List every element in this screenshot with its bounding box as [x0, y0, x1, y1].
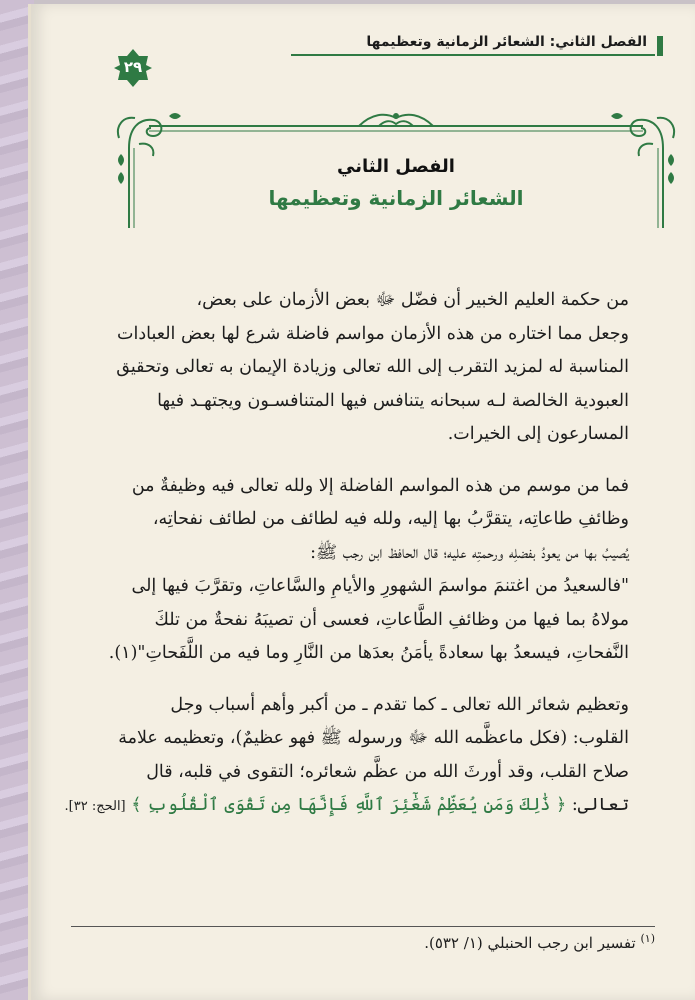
text-line: يُصيبُ بها من يعودُ بفضلِه ورحمتِه عليه؛ قال الحافظ ابن رجب ﷺ:: [310, 542, 629, 563]
footnote: [424, 932, 655, 952]
footnote-mark: (١): [640, 932, 655, 945]
text-line: العبودية الخالصة لـه سبحانه يتنافس فيها المتنافسـون ويجتهـد فيها: [157, 390, 629, 411]
header-marker: [657, 36, 663, 56]
quran-verse: ﴿ ذَٰلِكَ وَمَن يُعَظِّمْ شَعَٰٓئِرَ ٱللَّهِ فَإِنَّهَا مِن تَقْوَى ٱلْقُلُوبِ ﴾: [131, 795, 567, 815]
chapter-title: الشعائر الزمانية وتعظيمها: [268, 186, 524, 210]
verse-reference: [الحج: ٣٢].: [64, 799, 126, 814]
footnote-divider: [71, 926, 655, 927]
chapter-number: الفصل الثاني: [337, 156, 455, 177]
text-line: صلاح القلب، وقد أورثَ الله من عظَّم شعائره؛ التقوى في قلبه، قال: [146, 761, 629, 782]
body-text: [64, 284, 655, 842]
paragraph: [109, 470, 655, 671]
text-line: وجعل مما اختاره من هذه الأزمان مواسم فاضلة شرع لها بعض العبادات: [117, 323, 629, 344]
page-number-badge: [113, 48, 153, 88]
text-line: المناسبة له لمزيد التقرب إلى الله تعالى وزيادة الإيمان به تعالى وتحقيق: [116, 357, 629, 377]
page-number: ٢٩: [123, 58, 143, 76]
text-line: النَّفحاتِ، فيسعدُ بها سعادةً يأمَنُ بعدَها من النَّارِ وما فيه من اللَّفَحاتِ"(١).: [108, 643, 629, 663]
text-line: وظائفِ طاعاتِه، يتقرَّبُ بها إليه، ولله فيه لطائف من لطائف نفحاتِه،: [152, 509, 629, 529]
book-page: [28, 4, 695, 1000]
chapter-frame: [109, 108, 683, 230]
paragraph: [109, 284, 655, 452]
paragraph: [64, 689, 655, 824]
text-line: مولاهُ بما فيها من وظائفِ الطَّاعاتِ، فعسى أن تصيبَهُ نفحةٌ من تلكَ: [154, 609, 629, 630]
running-title: الفصل الثاني: الشعائر الزمانية وتعظيمها: [366, 34, 647, 50]
text-line: القلوب: (فكل ماعظَّمه الله ﷻ ورسوله ﷺ فهو عظيمٌ)، وتعظيمه علامة: [118, 728, 629, 748]
text-line: المسارعون إلى الخيرات.: [447, 424, 629, 444]
text-line: فما من موسم من هذه المواسم الفاضلة إلا ولله تعالى فيه وظيفةٌ من: [131, 475, 629, 496]
footnote-text: تفسير ابن رجب الحنبلي (١/ ٥٣٢).: [424, 934, 636, 952]
verse-intro: تعالى:: [571, 795, 629, 815]
text-line: "فالسعيدُ من اغتنمَ مواسمَ الشهورِ والأيامِ والسَّاعاتِ، وتقرَّبَ فيها إلى: [131, 576, 629, 596]
verse-line: [64, 789, 655, 824]
running-header: [291, 30, 655, 56]
text-line: وتعظيم شعائر الله تعالى ـ كما تقدم ـ من أكبر وأهم أسباب وجل: [170, 694, 629, 715]
text-line: من حكمة العليم الخبير أن فضّل ﷻ بعض الأزمان على بعض،: [196, 290, 629, 310]
